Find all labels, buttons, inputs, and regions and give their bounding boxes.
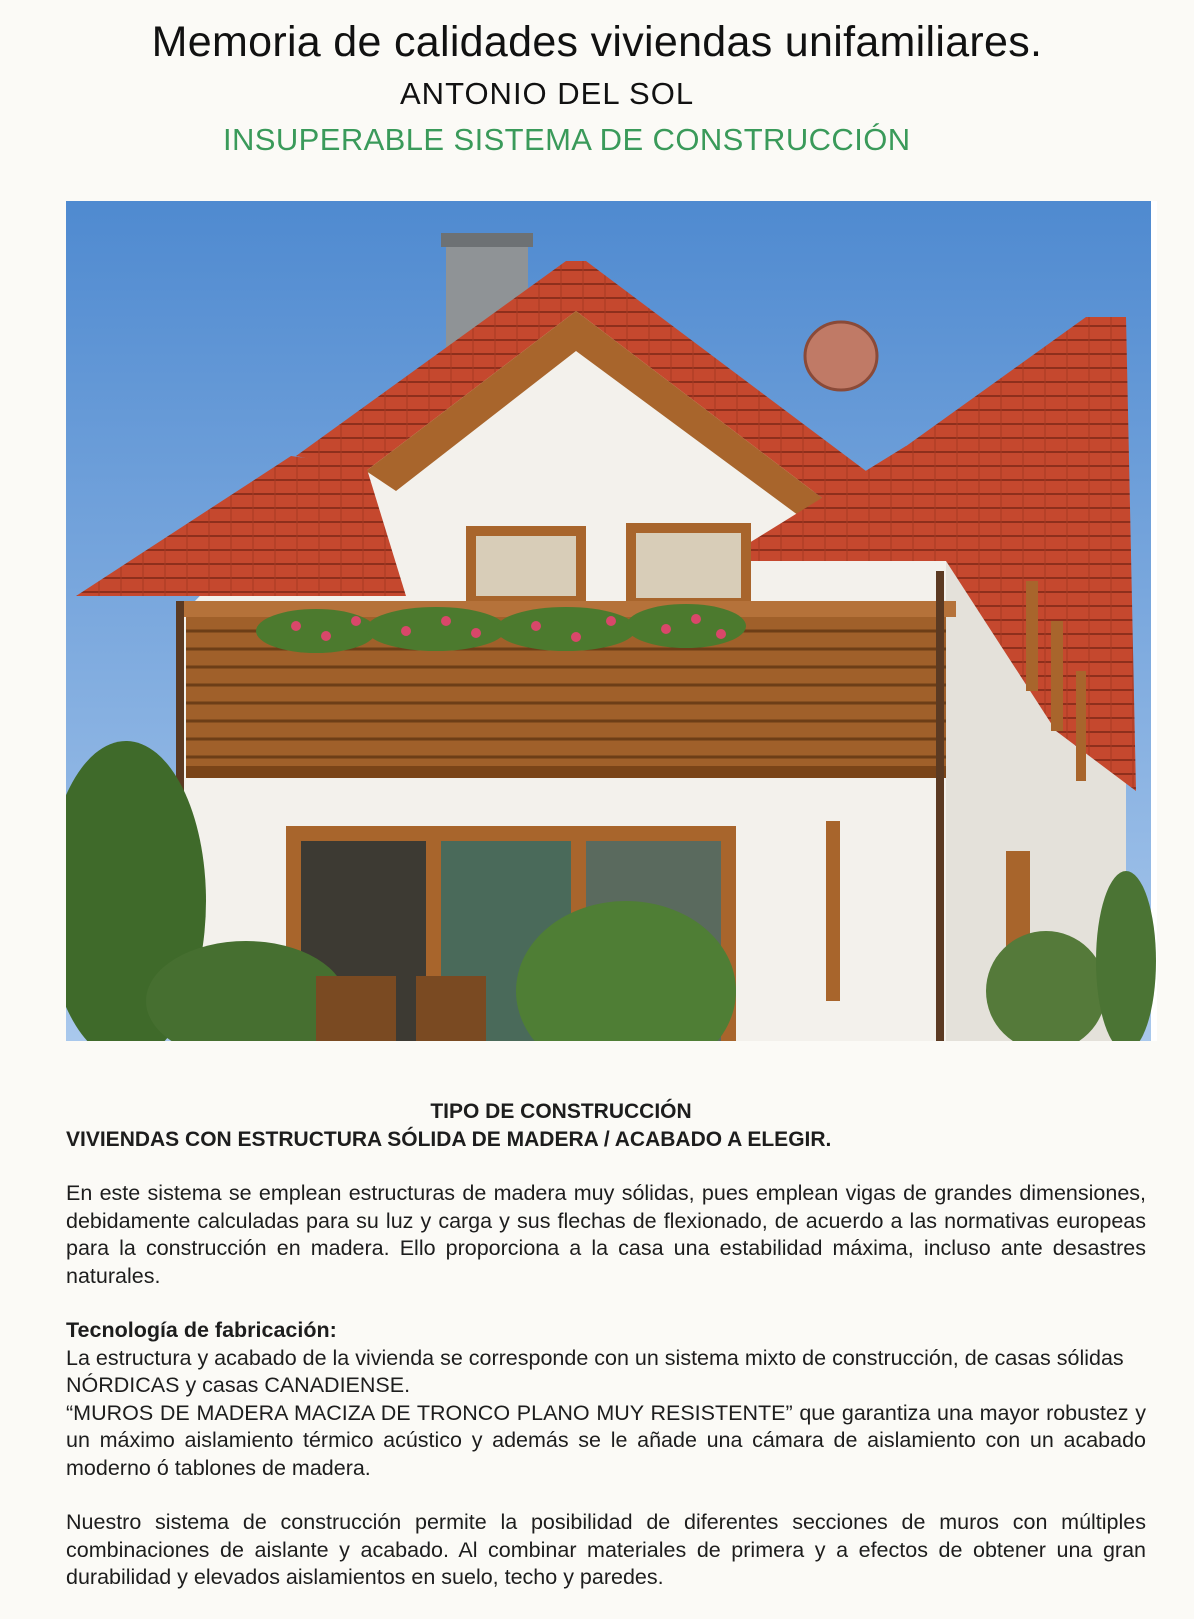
- tech-paragraph-2: “MUROS DE MADERA MACIZA DE TRONCO PLANO MUY RESISTENTE” que garantiza una mayor robustez y un máximo aislamiento térmico acústico y además se le añade una cámara de aislamiento con un acabado moderno ó tablones de madera.: [66, 1400, 1146, 1480]
- section-title: TIPO DE CONSTRUCCIÓN: [430, 1100, 692, 1123]
- tech-heading: Tecnología de fabricación:: [66, 1318, 337, 1342]
- house-photo: [66, 201, 1157, 1041]
- author-name: ANTONIO DEL SOL: [400, 76, 695, 111]
- tech-paragraph-1: La estructura y acabado de la vivienda se corresponde con un sistema mixto de construcción, de casas sólidas NÓRDICAS y casas CANADIENSE.: [66, 1345, 1124, 1397]
- intro-paragraph: En este sistema se emplean estructuras de madera muy sólidas, pues emplean vigas de grandes dimensiones, debidamente calculadas para su luz y carga y sus flechas de flexionado, de acuerdo a las normativas europeas para la construcción en madera. Ello proporciona a la casa una estabilidad máxima, incluso ante desastres naturales.: [66, 1181, 1146, 1288]
- document-body: [66, 1098, 1146, 1619]
- closing-paragraph: Nuestro sistema de construcción permite la posibilidad de diferentes secciones de muros con múltiples combinaciones de aislante y acabado. Al combinar materiales de primera y a efectos de obtener una gran durabilidad y elevados aislamientos en suelo, techo y paredes.: [66, 1510, 1146, 1589]
- tagline: INSUPERABLE SISTEMA DE CONSTRUCCIÓN: [223, 122, 911, 157]
- section-subtitle: VIVIENDAS CON ESTRUCTURA SÓLIDA DE MADERA / ACABADO A ELEGIR.: [66, 1127, 832, 1151]
- document-title: Memoria de calidades viviendas unifamiliares.: [151, 18, 1043, 66]
